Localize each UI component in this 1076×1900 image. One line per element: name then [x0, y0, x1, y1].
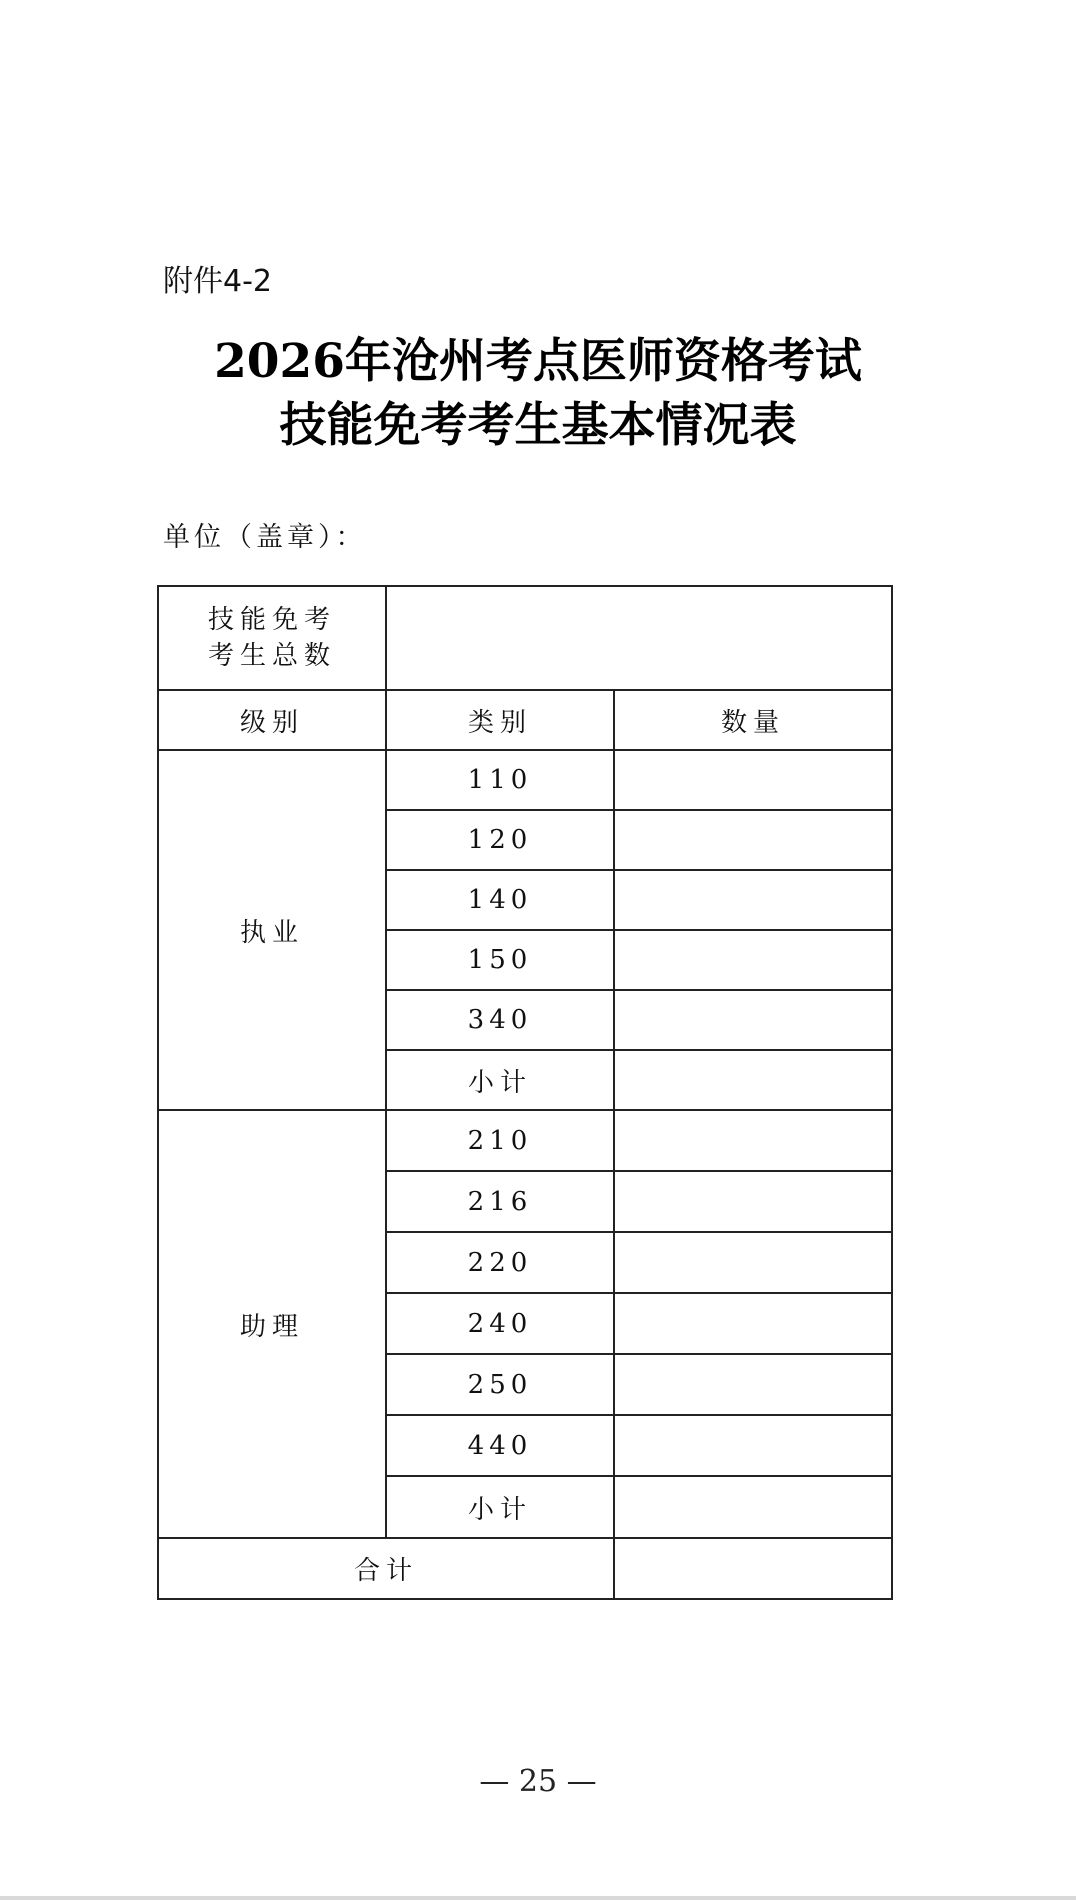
category-cell: 210	[386, 1110, 614, 1171]
table-row	[158, 750, 892, 810]
quantity-cell[interactable]	[614, 1232, 892, 1293]
subtotal-value[interactable]	[614, 1476, 892, 1538]
total-row	[158, 586, 892, 690]
category-cell: 120	[386, 810, 614, 870]
category-cell: 140	[386, 870, 614, 930]
total-label-cell	[158, 586, 386, 690]
header-category: 类别	[386, 690, 614, 750]
quantity-cell[interactable]	[614, 990, 892, 1050]
level-cell-assistant: 助理	[158, 1110, 386, 1538]
quantity-cell[interactable]	[614, 810, 892, 870]
subtotal-label: 小计	[386, 1050, 614, 1110]
quantity-cell[interactable]	[614, 1293, 892, 1354]
quantity-cell[interactable]	[614, 1415, 892, 1476]
category-cell: 250	[386, 1354, 614, 1415]
header-quantity: 数量	[614, 690, 892, 750]
total-value-cell[interactable]	[386, 586, 892, 690]
exemption-table	[157, 585, 893, 1600]
category-cell: 110	[386, 750, 614, 810]
page-bottom-divider	[0, 1896, 1076, 1900]
header-row	[158, 690, 892, 750]
document-title	[0, 330, 1076, 458]
title-line-2: 技能免考考生基本情况表	[279, 398, 797, 453]
table-row	[158, 1110, 892, 1171]
quantity-cell[interactable]	[614, 750, 892, 810]
header-level: 级别	[158, 690, 386, 750]
subtotal-label: 小计	[386, 1476, 614, 1538]
grand-total-value[interactable]	[614, 1538, 892, 1599]
page-number: — 25 —	[479, 1764, 597, 1799]
category-cell: 150	[386, 930, 614, 990]
attachment-label: 附件4-2	[163, 264, 272, 299]
category-cell: 440	[386, 1415, 614, 1476]
total-label-line-2: 考生总数	[207, 641, 336, 671]
unit-seal-label: 单位（盖章）：	[163, 522, 367, 553]
quantity-cell[interactable]	[614, 870, 892, 930]
quantity-cell[interactable]	[614, 1171, 892, 1232]
level-cell-practicing: 执业	[158, 750, 386, 1110]
category-cell: 220	[386, 1232, 614, 1293]
quantity-cell[interactable]	[614, 1354, 892, 1415]
category-cell: 216	[386, 1171, 614, 1232]
subtotal-value[interactable]	[614, 1050, 892, 1110]
grand-total-label: 合计	[158, 1538, 614, 1599]
category-cell: 240	[386, 1293, 614, 1354]
quantity-cell[interactable]	[614, 1110, 892, 1171]
quantity-cell[interactable]	[614, 930, 892, 990]
category-cell: 340	[386, 990, 614, 1050]
total-label-line-1: 技能免考	[207, 605, 336, 635]
grand-total-row	[158, 1538, 892, 1599]
title-line-1: 2026年沧州考点医师资格考试	[214, 334, 862, 389]
